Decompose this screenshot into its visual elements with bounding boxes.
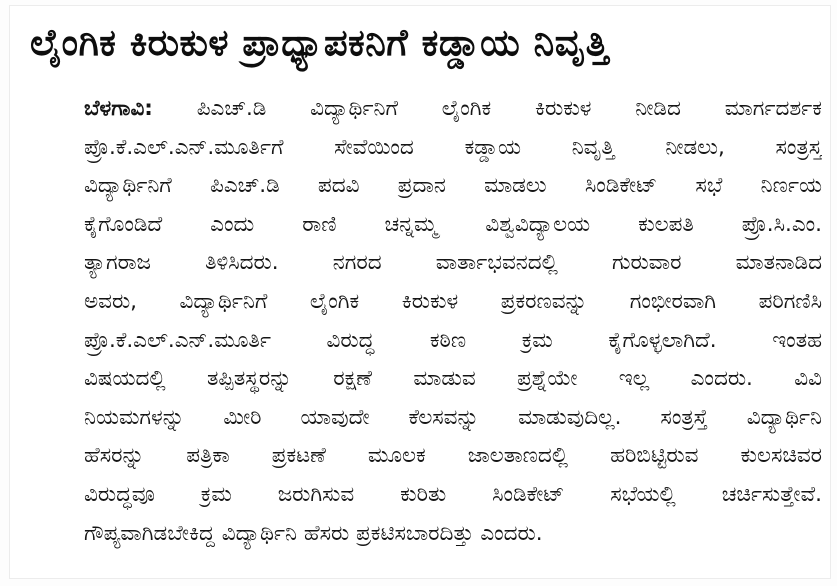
dateline: ಬೆಳಗಾವಿ: (84, 96, 153, 121)
news-clipping (10, 6, 830, 578)
article-line-11: ವಿರುದ್ಧವೂ ಕ್ರಮ ಜರುಗಿಸುವ ಕುರಿತು ಸಿಂಡಿಕೇಟ್ ಸಭೆಯಲ್ಲಿ ಚರ್ಚಿಸುತ್ತೇವೆ. (84, 481, 822, 507)
article-body (84, 90, 822, 553)
article-line-7: ಪ್ರೊ.ಕೆ.ಎಲ್.ಎನ್.ಮೂರ್ತಿ ವಿರುದ್ಧ ಕಠಿಣ ಕ್ರಮ ಕೈಗೊಳ್ಳಲಾಗಿದೆ. ಇಂತಹ (84, 327, 822, 353)
article-line-12: ಗೌಪ್ಯವಾಗಿಡಬೇಕಿದ್ದ ವಿದ್ಯಾರ್ಥಿನಿ ಹೆಸರು ಪ್ರಕಟಿಸಬಾರದಿತ್ತು ಎಂದರು. (84, 520, 543, 546)
article-line-1-text: ಪಿಎಚ್.ಡಿ ವಿದ್ಯಾರ್ಥಿನಿಗೆ ಲೈಂಗಿಕ ಕಿರುಕುಳ ನೀಡಿದ ಮಾರ್ಗದರ್ಶಕ (152, 96, 822, 121)
article-line-10: ಹೆಸರನ್ನು ಪತ್ರಿಕಾ ಪ್ರಕಟಣೆ ಮೂಲಕ ಜಾಲತಾಣದಲ್ಲಿ ಹರಿಬಿಟ್ಟಿರುವ ಕುಲಸಚಿವರ (84, 443, 822, 469)
article-line-2: ಪ್ರೊ.ಕೆ.ಎಲ್.ಎನ್.ಮೂರ್ತಿಗೆ ಸೇವೆಯಿಂದ ಕಡ್ಡಾಯ ನಿವೃತ್ತಿ ನೀಡಲು, ಸಂತ್ರಸ್ತ (84, 134, 822, 160)
article-line-3: ವಿದ್ಯಾರ್ಥಿನಿಗೆ ಪಿಎಚ್.ಡಿ ಪದವಿ ಪ್ರದಾನ ಮಾಡಲು ಸಿಂಡಿಕೇಟ್ ಸಭೆ ನಿರ್ಣಯ (84, 173, 822, 199)
article-line-4: ಕೈಗೊಂಡಿದೆ ಎಂದು ರಾಣಿ ಚನ್ನಮ್ಮ ವಿಶ್ವವಿದ್ಯಾಲಯ ಕುಲಪತಿ ಪ್ರೊ.ಸಿ.ಎಂ. (84, 211, 822, 237)
article-line-5: ತ್ಯಾಗರಾಜ ತಿಳಿಸಿದರು. ನಗರದ ವಾರ್ತಾಭವನದಲ್ಲಿ ಗುರುವಾರ ಮಾತನಾಡಿದ (84, 250, 822, 276)
article-line-1 (84, 90, 822, 129)
article-line-8: ವಿಷಯದಲ್ಲಿ ತಪ್ಪಿತಸ್ಥರನ್ನು ರಕ್ಷಣೆ ಮಾಡುವ ಪ್ರಶ್ನೆಯೇ ಇಲ್ಲ ಎಂದರು. ವಿವಿ (84, 366, 822, 392)
article-line-6: ಅವರು, ವಿದ್ಯಾರ್ಥಿನಿಗೆ ಲೈಂಗಿಕ ಕಿರುಕುಳ ಪ್ರಕರಣವನ್ನು ಗಂಭೀರವಾಗಿ ಪರಿಗಣಿಸಿ (84, 288, 822, 314)
article-line-9: ನಿಯಮಗಳನ್ನು ಮೀರಿ ಯಾವುದೇ ಕೆಲಸವನ್ನು ಮಾಡುವುದಿಲ್ಲ. ಸಂತ್ರಸ್ತೆ ವಿದ್ಯಾರ್ಥಿನಿ (84, 404, 822, 430)
headline: ಲೈಂಗಿಕ ಕಿರುಕುಳ ಪ್ರಾಧ್ಯಾಪಕನಿಗೆ ಕಡ್ಡಾಯ ನಿವೃತ್ತಿ (30, 21, 609, 64)
